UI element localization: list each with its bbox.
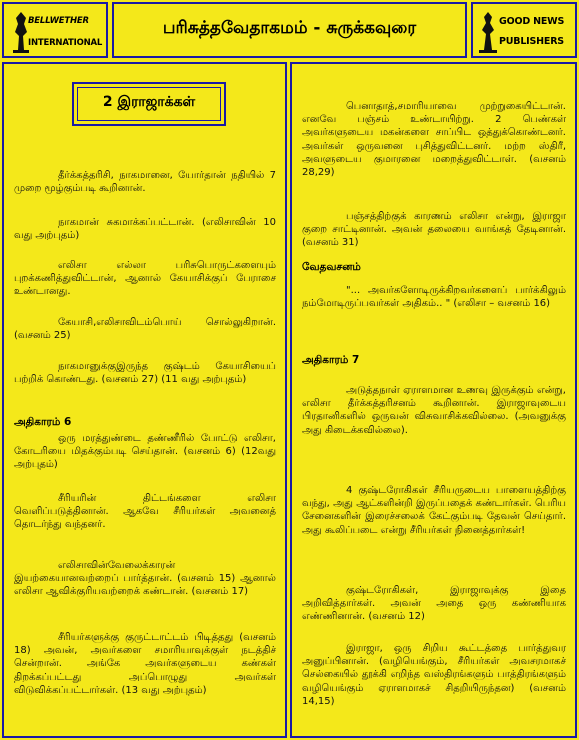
bellwether-logo-line2: INTERNATIONAL (28, 38, 103, 48)
good-news-logo-line2: PUBLISHERS (499, 36, 564, 47)
left-paragraph-2: நாகமான் சுகமாக்கப்பட்டான். (எலிசாவின் 10 வது அற்புதம்) (14, 217, 276, 242)
chapter-title-box (72, 82, 226, 126)
header (0, 0, 579, 62)
right-paragraph-4: அடுத்தநாள் ஏராளமான உணவு இருக்கும் என்று, எலிசா தீர்க்கத்தரிசனம் கூறினான். இராஜாவுடைய பிரதானிகளில் ஒருவன் விசுவாசிக்கவில்லை. (அவனுக்கு அது கிடைக்கவில்லை). (302, 385, 566, 436)
bellwether-logo-box (2, 2, 108, 58)
right-paragraph-5: 4 குஷ்டரோகிகள் சீரியருடைய பாளையத்திற்கு வந்து, அது ஆட்களின்றி இருப்பதைக் கண்டார்கள். பெரிய சேனைகளின் இரைச்சலைக் கேட்கும்படி தேவன் செய்தார். அது கூலிப்படை என்று சீரியர்கள் நினைத்தார்கள்! (302, 485, 566, 536)
page-title: பரிசுத்தவேதாகமம் - சுருக்கவுரை (162, 18, 417, 38)
right-paragraph-7: இராஜா, ஒரு சிறிய கூட்டத்தை பார்த்துவர அனுப்பினான். (வழியெங்கும், சீரியர்கள் அவசரமாகச் செல்கையில் தூக்கி எறிந்த வஸ்திரங்களும் பாத்திரங்களும் வழியெங்கும் ஏராளமாகச் சிதறியிருந்தன) (வசனம் 14,15) (302, 643, 566, 707)
title-box (112, 2, 467, 58)
left-paragraph-1: தீர்க்கத்தரிசி, நாகமானை, யோர்தான் நதியில் 7 முறை மூழ்கும்படி கூறினான். (14, 170, 276, 195)
right-paragraph-6: குஷ்டரோகிகள், இராஜாவுக்கு இதை அறிவித்தார்கள். அவன் அதை ஒரு கண்ணியாக எண்ணினான். (வசனம் 12) (302, 585, 566, 623)
left-paragraph-6: ஒரு மரத்துண்டை தண்ணீரில் போட்டு எலிசா, கோடரியை மிதக்கும்படி செய்தான். (வசனம் 6) (12வது அற்புதம்) (14, 433, 276, 471)
left-paragraph-8: எலிசாவின்வேலைக்காரன் இயற்கையானவற்றைப் பார்த்தான். (வசனம் 15) ஆனால் எலிசா ஆவிக்குரியவற்றைக் கண்டான். (வசனம் 17) (14, 560, 276, 598)
left-paragraph-4: கேயாசி,எலிசாவிடம்பொய் சொல்லுகிறான். (வசனம் 25) (14, 317, 276, 342)
scripture-heading: வேதவசனம் (302, 261, 361, 273)
left-column (2, 62, 287, 738)
left-paragraph-3: எலிசா எல்லா பரிசுபொருட்களையும் புறக்கணித்துவிட்டான், ஆனால் கேயாசிக்குப் பேராசை உண்டானது. (14, 260, 276, 298)
chapter-title: 2 இராஜாக்கள் (102, 94, 196, 110)
chapter-6-heading: அதிகாரம் 6 (14, 416, 72, 428)
right-paragraph-3: "... அவர்களோடிருக்கிறவர்களைப் பார்க்கிலும் நம்மோடிருப்பவர்கள் அதிகம்.. " (எலிசா – வசனம் 16) (302, 285, 566, 310)
right-paragraph-2: பஞ்சத்திற்குக் காரணம் எலிசா என்று, இராஜா குறை சாட்டினான். அவன் தலையை வாங்கத் தேடினான். (வசனம் 31) (302, 211, 566, 249)
good-news-logo-line1: GOOD NEWS (499, 16, 565, 27)
right-column (290, 62, 577, 738)
left-paragraph-9: சீரியர்களுக்கு குருட்டாட்டம் பிடித்தது (வசனம் 18) அவன், அவர்களை சமாரியாவுக்குள் நடத்திச் சென்றான். அங்கே அவர்களுடைய கண்கள் திறக்கப்பட்டது அப்பொழுது அவர்கள் விடுவிக்கப்பட்டார்கள். (13 வது அற்புதம்) (14, 632, 276, 696)
bellwether-logo-line1: BELLWETHER (28, 16, 89, 26)
chapter-7-heading: அதிகாரம் 7 (302, 354, 360, 366)
good-news-logo-box (471, 2, 577, 58)
left-paragraph-5: நாகமானுக்குஇருந்த குஷ்டம் கேயாசியைப் பற்றிக் கொண்டது. (வசனம் 27) (11 வது அற்புதம்) (14, 361, 276, 386)
figure-logo-icon (477, 10, 499, 54)
left-paragraph-7: சீரியரின் திட்டங்களை எலிசா வெளிப்படுத்தினான். ஆகவே சீரியர்கள் அவனைத் தொடர்ந்து வந்தனர். (14, 493, 276, 531)
right-paragraph-1: பெனாதாத்,சமாரியாவை முற்றுகையிட்டான். எனவே பஞ்சம் உண்டாயிற்று. 2 பெண்கள் அவர்களுடைய மகன்களை சாப்பிட ஒத்துக்கொண்டனர். அவர்கள் ஒருவனை புசித்துவிட்டனர். மற்ற ஸ்திரீ, அவளுடைய குமாரனை மறைத்துவிட்டாள். (வசனம் 28,29) (302, 101, 566, 179)
